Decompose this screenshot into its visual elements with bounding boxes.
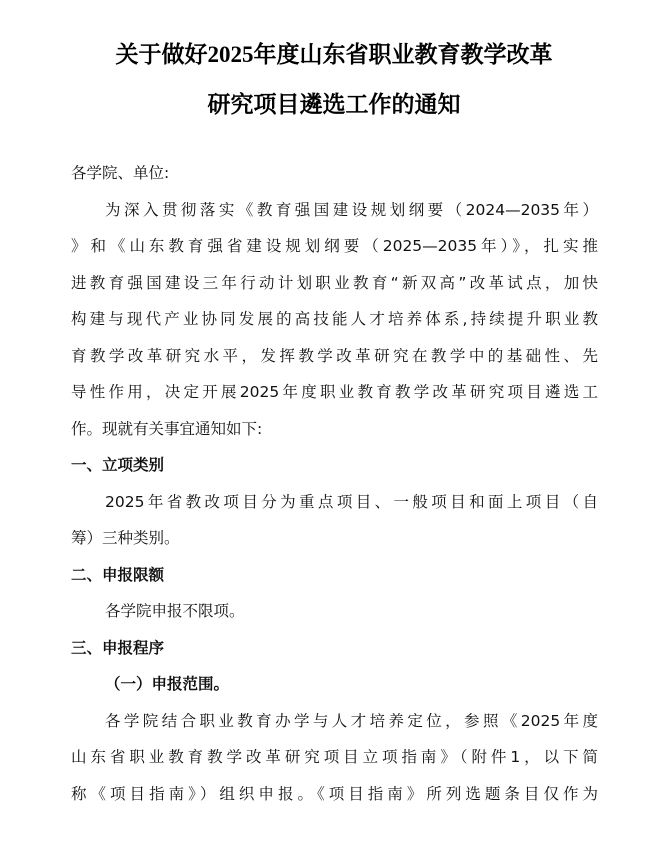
document-body bbox=[71, 155, 598, 812]
intro-line-4: 构建与现代产业协同发展的高技能人才培养体系,持续提升职业教 bbox=[71, 310, 598, 328]
section-3-subheading: （一）申报范围。 bbox=[105, 675, 230, 693]
section-1-heading: 一、立项类别 bbox=[71, 456, 165, 474]
section-1-line-1: 2025年省教改项目分为重点项目、一般项目和面上项目（自 bbox=[105, 492, 598, 511]
intro-line-2: 》和《山东教育强省建设规划纲要（2025—2035年）》，扎实推 bbox=[71, 237, 598, 255]
document-title-line-2: 研究项目遴选工作的通知 bbox=[207, 92, 461, 117]
intro-line-7: 作。现就有关事宜通知如下: bbox=[71, 419, 263, 438]
section-1-line-2: 筹）三种类别。 bbox=[71, 529, 180, 547]
section-3-heading: 三、申报程序 bbox=[71, 638, 165, 657]
intro-line-1: 为深入贯彻落实《教育强国建设规划纲要（2024—2035年） bbox=[105, 200, 598, 219]
section-2-line-1: 各学院申报不限项。 bbox=[105, 602, 245, 620]
section-2-heading: 二、申报限额 bbox=[71, 565, 165, 584]
intro-line-5: 育教学改革研究水平，发挥教学改革研究在教学中的基础性、先 bbox=[71, 346, 598, 365]
salutation: 各学院、单位: bbox=[71, 164, 170, 182]
intro-line-3: 进教育强国建设三年行动计划职业教育“新双高”改革试点，加快 bbox=[71, 273, 598, 292]
document-title-line-1: 关于做好2025年度山东省职业教育教学改革 bbox=[115, 42, 553, 67]
section-3-line-3: 称《项目指南》）组织申报。《项目指南》所列选题条目仅作为 bbox=[71, 784, 598, 803]
intro-line-6: 导性作用，决定开展2025年度职业教育教学改革研究项目遴选工 bbox=[71, 383, 598, 401]
section-3-line-2: 山东省职业教育教学改革研究项目立项指南》（附件1，以下简 bbox=[71, 748, 598, 766]
section-3-line-1: 各学院结合职业教育办学与人才培养定位，参照《2025年度 bbox=[105, 711, 598, 730]
